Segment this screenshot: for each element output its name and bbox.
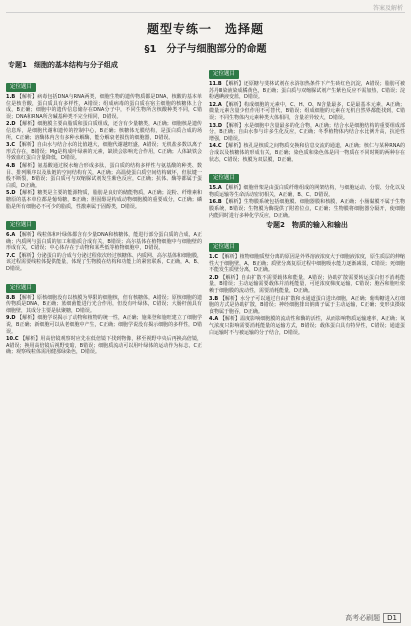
answer-text: 【解析】还原糖与斐林试剂在水浴加热条件下产生砖红色沉淀，A错误；脂肪可被苏丹Ⅲ染液染成橘黄色，B正确；蛋白质与双缩脲试剂产生紫色反应不需加热，C错误；淀粉遇碘液变蓝，D错误。 [209, 81, 405, 101]
answer-text: 【解析】用高倍镜观察时应先在低倍镜下找到物像，移至视野中央后再换高倍镜，A错误；换用高倍镜后视野变暗，B错误；细胞质流动可以用叶绿体的运动作为标志，C正确；观察线粒体需用健那绿染色，D错误。 [6, 336, 202, 356]
answer-number: 4.B [6, 162, 16, 169]
answer-item [209, 185, 405, 198]
answer-item [6, 163, 202, 189]
answer-item [6, 253, 202, 273]
answer-item [6, 295, 202, 315]
right-column [209, 60, 405, 608]
locate-badge: 定位题目 [6, 83, 36, 92]
answer-number: 4.A [209, 316, 219, 323]
answer-list [6, 295, 202, 356]
topic-title: 专题2 物质的输入和输出 [266, 221, 348, 230]
answer-text: 【解析】自由扩散不需要载体和能量，A错误；协助扩散需要转运蛋白但不消耗能量，B错误；主动运输需要载体并消耗能量，可逆浓度梯度运输，C错误；胞吞和胞吐依赖于细胞膜的流动性，需要消耗能量，D正确。 [209, 274, 405, 295]
answer-item [6, 315, 202, 335]
page-title: 题型专练一 选择题 [146, 22, 264, 36]
answer-number: 16.B [209, 199, 222, 206]
answer-number: 2.D [209, 274, 219, 281]
answer-number: 11.B [209, 81, 222, 87]
locate-badge: 定位题目 [6, 284, 36, 293]
answer-text: 【解析】构成细胞的元素中，C、H、O、N含量最多，C是最基本元素，A正确；微量元素含量少但作用不可替代，B错误；组成细胞的元素在无机自然界都能找到，C错误；不同生物体内元素种类大体相同，含量差异较大，D错误。 [209, 101, 405, 121]
page-footer [345, 613, 401, 623]
answer-list [6, 232, 202, 273]
header-rule [6, 12, 405, 13]
answer-number: 6.A [6, 232, 16, 239]
answer-number: 3.C [6, 142, 16, 149]
answer-item [6, 94, 202, 120]
header-mark: 答案及解析 [372, 5, 403, 12]
answer-text: 【解析】原核细胞没有以核膜为界限的细胞核，但有核糖体，A错误；原核细胞的遗传物质是DNA，B正确；蓝细菌能进行光合作用，但没有叶绿体，C错误；大肠杆菌具有细胞壁，其成分主要是肽聚糖，D错误。 [6, 294, 202, 314]
answer-list [6, 94, 202, 210]
answer-item [6, 190, 202, 210]
answer-number: 7.C [6, 252, 16, 259]
answer-text: 【解析】氨基酸通过脱水缩合形成多肽，蛋白质的结构多样性与氨基酸的种类、数目、排列顺序以及肽链的空间结构有关，A正确；高温使蛋白质空间结构破坏，但肽键一般不断裂，B错误；蛋白质可与双缩脲试剂发生紫色反应，C正确；抗体、酶等都属于蛋白质，D正确。 [6, 162, 202, 189]
answer-item [209, 316, 405, 336]
answer-list [209, 254, 405, 336]
answer-item [6, 232, 202, 252]
footer-book: 高考必刷题 [345, 614, 381, 622]
answer-item [209, 81, 405, 101]
answer-item [209, 275, 405, 295]
answer-list [209, 81, 405, 163]
answer-number: 10.C [6, 336, 19, 343]
answer-number: 3.B [209, 295, 219, 302]
locate-badge: 定位题目 [209, 70, 239, 79]
answer-number: 13.D [209, 122, 223, 129]
page-number: D1 [383, 613, 401, 623]
answer-list [209, 185, 405, 219]
answer-text: 【解析】生物膜系统包括细胞膜、细胞器膜和核膜，A正确；小肠黏膜不属于生物膜系统，B错误；生物膜为酶提供了附着位点，C正确；生物膜将细胞器分隔开，使细胞内能同时进行多种化学反应，D正确。 [209, 199, 405, 219]
answer-number: 12.A [209, 101, 222, 108]
answer-text: 【解析】水分子可以通过自由扩散和水通道蛋白进出细胞，A正确；葡萄糖进入红细胞的方式是协助扩散，B错误；神经细胞排出钠离子属于主动运输，C正确；变形虫摄取食物属于胞吞，D正确。 [209, 295, 405, 315]
left-column [6, 60, 202, 608]
answer-text: 【解析】细胞学说揭示了动物和植物的统一性，A正确；施莱登和施旺建立了细胞学说，B正确；新细胞可以从老细胞中产生，C正确；细胞学说没有揭示细胞的多样性，D错误。 [6, 315, 202, 335]
answer-text: 【解析】自由水与结合水的比值越大，细胞代谢越旺盛，A错误；无机盐多数以离子形式存在，B错误；Mg是构成叶绿素的元素，缺镁会影响光合作用，C正确；人体缺铁会导致血红蛋白含量降低，D错误。 [6, 142, 202, 162]
answer-number: 9.D [6, 315, 16, 322]
section-title: §1 分子与细胞部分的命题 [144, 44, 267, 55]
answer-item [6, 336, 202, 356]
answer-text: 【解析】细胞膜主要由脂质和蛋白质组成，还含有少量糖类，A正确；细胞核是遗传信息库，是细胞代谢和遗传的控制中心，B正确；核糖体无膜结构，是蛋白质合成的场所，C正确；溶酶体内含有多种水解酶，能分解衰老损伤的细胞器，D错误。 [6, 121, 202, 141]
answer-text: 【解析】糖类是主要的能源物质，脂肪是良好的储能物质，A正确；淀粉、纤维素和糖原的基本单位都是葡萄糖，B正确；胆固醇是构成动物细胞膜的重要成分，C正确；磷脂是所有细胞必不可少的脂质，性激素属于固醇类，D错误。 [6, 190, 202, 210]
answer-item [209, 143, 405, 163]
answer-number: 5.D [6, 190, 16, 197]
answer-item [209, 123, 405, 143]
answer-number: 2.D [6, 121, 16, 128]
answer-text: 【解析】水是细胞中含量最多的化合物，A正确；结合水是细胞结构的重要组成部分，B正确；自由水参与许多生化反应，C正确；冬季植物体内结合水比例升高，抗逆性增强，D错误。 [209, 122, 405, 142]
answer-text: 【解析】分泌蛋白的合成与分泌过程依次经过核糖体、内质网、高尔基体和细胞膜，该过程需要线粒体提供能量，体现了生物膜在结构和功能上的紧密联系，C正确，A、B、D错误。 [6, 252, 202, 273]
answer-item [209, 296, 405, 316]
answer-text: 【解析】病毒包括DNA与RNA两类，细胞生物的遗传物质都是DNA，核酸的基本单位是核苷酸，蛋白质具有多样性，A错误；组成病毒的蛋白质在宿主细胞的核糖体上合成，B正确；细胞中的遗传信息储存在DNA分子中，不同生物所含核酸种类不同，C错误；DNA和RNA所含碱基种类不完全相同，D错误。 [6, 94, 202, 120]
answer-item [209, 254, 405, 274]
answer-number: 15.A [209, 185, 222, 192]
answer-text: 【解析】核孔是核质之间物质交换和信息交流的通道，A正确；核仁与某种RNA的合成以及核糖体的形成有关，B正确；染色质和染色体是同一物质在不同时期的两种存在状态，C错误；核膜为双层膜，D正确。 [209, 143, 405, 163]
answer-number: 8.B [6, 294, 16, 301]
locate-badge: 定位题目 [209, 174, 239, 183]
answer-number: 14.C [209, 143, 222, 150]
answer-item [6, 121, 202, 141]
answer-item [209, 102, 405, 122]
answer-item [209, 199, 405, 219]
topic-title: 专题1 细胞的基本结构与分子组成 [8, 61, 118, 69]
answer-number: 1.B [6, 94, 16, 100]
answer-text: 【解析】线粒体和叶绿体都含有少量DNA和核糖体，能进行部分蛋白质的合成，A正确；内质网与蛋白质的加工和脂质合成有关，B错误；高尔基体在植物细胞中与细胞壁的形成有关，C错误；中心体存在于动物和某些低等植物细胞中，D错误。 [6, 232, 202, 252]
locate-badge: 定位题目 [209, 243, 239, 252]
locate-badge: 定位题目 [6, 221, 36, 230]
answer-text: 【解析】植物细胞质壁分离的原因是外界溶液浓度大于细胞液浓度，原生质层的伸缩性大于细胞壁，A、B正确；质壁分离复原过程中细胞吸水能力逐渐减弱，C错误；死细胞不能发生质壁分离，D正确。 [209, 254, 405, 274]
answer-number: 1.C [209, 254, 219, 261]
answer-text: 【解析】细胞骨架是由蛋白质纤维组成的网架结构，与细胞运动、分裂、分化以及物质运输等生命活动密切相关，A正确，B、C、D错误。 [209, 185, 405, 198]
answer-item [6, 142, 202, 162]
answer-text: 【解析】温度影响细胞膜的流动性和酶的活性，从而影响物质运输速率，A正确；氧气浓度只影响需要消耗能量的运输方式，B错误；载体蛋白具有特异性，C错误；通道蛋白运输时不与被运输的分子结合，D错误。 [209, 316, 405, 336]
